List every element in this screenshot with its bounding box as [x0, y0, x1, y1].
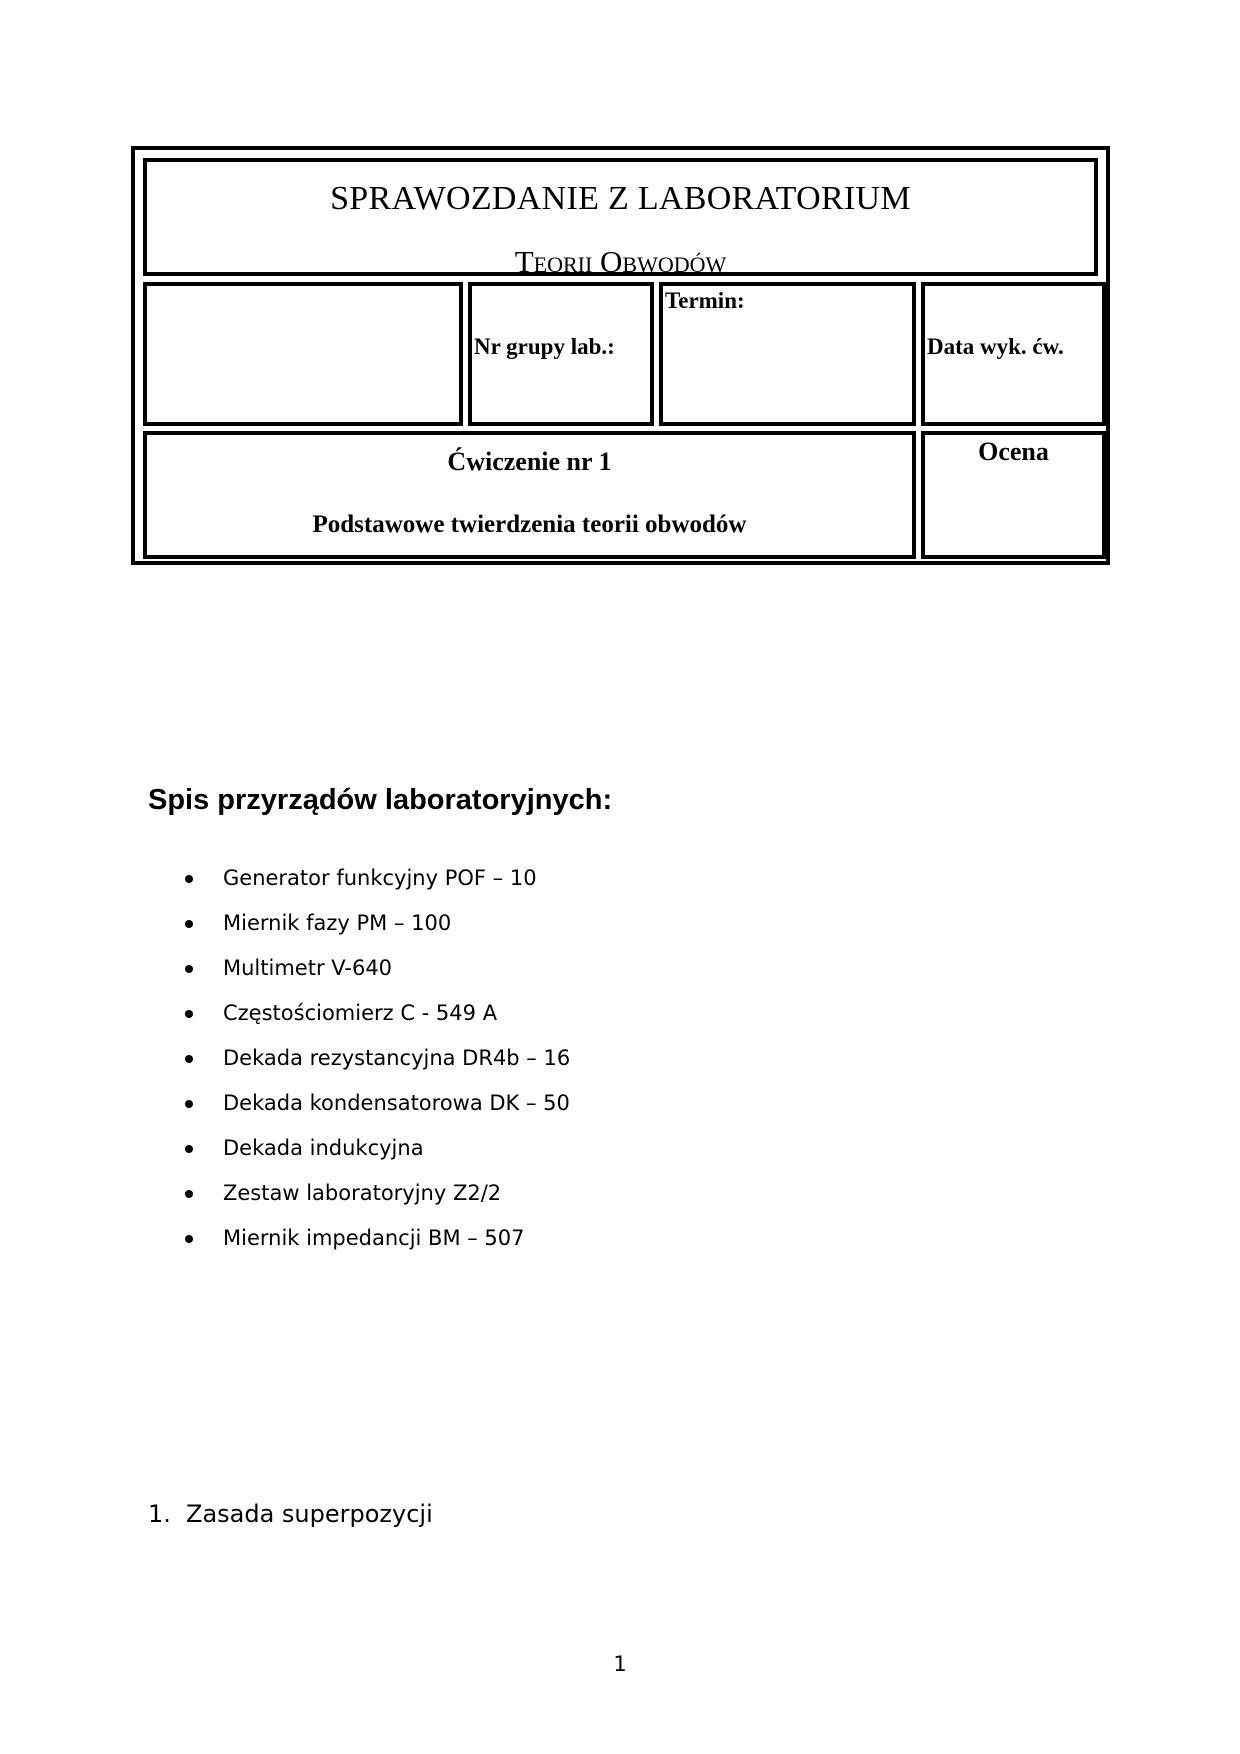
grade-label: Ocena [978, 437, 1049, 466]
exercise-cell [143, 431, 916, 559]
list-item: Generator funkcyjny POF – 10 [185, 863, 570, 908]
group-cell [468, 282, 654, 426]
name-cell [143, 282, 463, 426]
section-heading [148, 1500, 433, 1528]
list-item: Multimetr V-640 [185, 953, 570, 998]
bullet-icon [185, 1055, 193, 1063]
section-number: 1. [148, 1500, 171, 1528]
title-cell [143, 158, 1098, 279]
bullet-icon [185, 1145, 193, 1153]
bullet-icon [185, 965, 193, 973]
report-title: SPRAWOZDANIE Z LABORATORIUM [330, 180, 911, 217]
date-cell [921, 282, 1106, 426]
list-item: Miernik impedancji BM – 507 [185, 1223, 570, 1268]
bullet-icon [185, 875, 193, 883]
grade-cell [921, 431, 1106, 559]
course-name: Teorii Obwodów [514, 244, 727, 279]
report-header-table [131, 146, 1110, 565]
list-item: Częstościomierz C - 549 A [185, 998, 570, 1043]
date-label: Data wyk. ćw. [927, 334, 1064, 359]
bullet-icon [185, 1010, 193, 1018]
equipment-list [185, 863, 570, 1268]
list-item: Zestaw laboratoryjny Z2/2 [185, 1178, 570, 1223]
list-item: Dekada indukcyjna [185, 1133, 570, 1178]
exercise-title: Podstawowe twierdzenia teorii obwodów [312, 511, 747, 538]
equipment-heading: Spis przyrządów laboratoryjnych: [148, 784, 613, 816]
bullet-icon [185, 1100, 193, 1108]
list-item: Miernik fazy PM – 100 [185, 908, 570, 953]
bullet-icon [185, 1190, 193, 1198]
bullet-icon [185, 920, 193, 928]
list-item: Dekada rezystancyjna DR4b – 16 [185, 1043, 570, 1088]
term-cell [659, 282, 916, 426]
bullet-icon [185, 1235, 193, 1243]
term-label: Termin: [665, 288, 745, 313]
section-title: Zasada superpozycji [186, 1500, 433, 1528]
list-item: Dekada kondensatorowa DK – 50 [185, 1088, 570, 1133]
page-number: 1 [613, 1652, 627, 1676]
group-label: Nr grupy lab.: [474, 334, 615, 359]
exercise-number: Ćwiczenie nr 1 [447, 447, 612, 476]
